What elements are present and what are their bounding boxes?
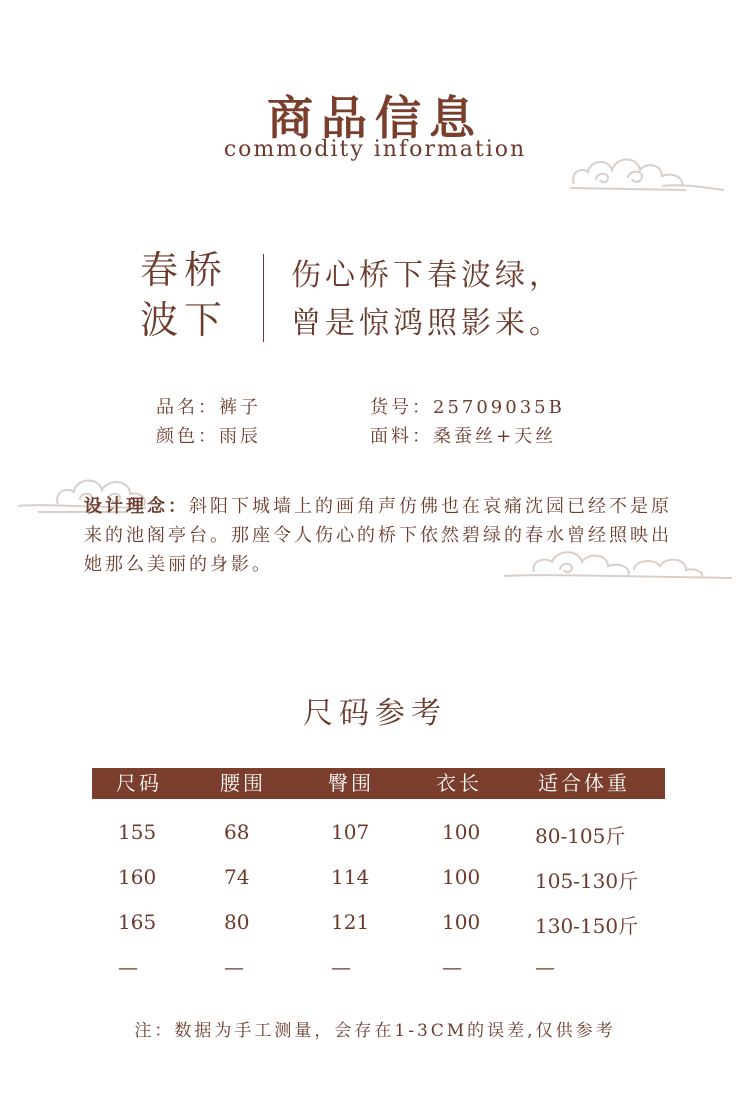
table-cell: 160: [118, 865, 157, 889]
info-color: [156, 422, 261, 448]
table-cell: —: [224, 955, 244, 979]
table-cell: —: [535, 955, 555, 979]
page-title: 商品信息: [267, 91, 483, 145]
info-name-label: 品名：: [156, 397, 219, 418]
column-header-weight: 适合体重: [538, 771, 630, 795]
measurement-note: 注：数据为手工测量，会存在1-3CM的误差,仅供参考: [134, 1021, 616, 1041]
poem-left: [140, 245, 248, 345]
table-cell: —: [118, 955, 138, 979]
info-fabric-value: 桑蚕丝+天丝: [433, 426, 557, 447]
table-cell: 165: [118, 910, 157, 934]
table-cell: —: [331, 955, 351, 979]
column-header-waist: 腰围: [220, 771, 266, 795]
size-chart-title: 尺码参考: [303, 696, 447, 731]
table-cell: 155: [118, 820, 157, 844]
cloud-ornament-icon: [566, 146, 726, 198]
size-table-header: [92, 768, 665, 799]
table-cell: 100: [442, 910, 481, 934]
info-color-label: 颜色：: [156, 426, 219, 447]
poem-right: [291, 252, 591, 348]
info-name: [156, 393, 261, 419]
design-concept-label: 设计理念：: [84, 496, 189, 517]
info-sku-label: 货号：: [370, 397, 433, 418]
table-cell: 100: [442, 820, 481, 844]
info-color-value: 雨辰: [219, 426, 261, 447]
poem-left-line: 波下: [140, 298, 229, 342]
table-cell: 74: [224, 865, 250, 889]
design-concept-text: 斜阳下城墙上的画角声仿佛也在哀痛沈园已经不是原来的池阁亭台。那座令人伤心的桥下依然碧绿的春水曾经照映出她那么美丽的身影。: [84, 496, 672, 575]
design-concept: [84, 492, 674, 579]
info-sku-value: 25709035B: [433, 397, 565, 418]
table-cell: 130-150斤: [535, 914, 639, 938]
poem-divider: [263, 254, 264, 342]
column-header-length: 衣长: [436, 771, 482, 795]
table-cell: —: [442, 955, 462, 979]
table-cell: 114: [331, 865, 370, 889]
poem-left-line: 春桥: [140, 248, 229, 292]
poem-right-line: 曾是惊鸿照影来。: [291, 306, 563, 341]
info-fabric-label: 面料：: [370, 426, 433, 447]
info-fabric: [370, 422, 556, 448]
table-cell: 68: [224, 820, 250, 844]
info-sku: [370, 393, 565, 419]
table-cell: 107: [331, 820, 370, 844]
column-header-size: 尺码: [116, 771, 162, 795]
table-cell: 80-105斤: [535, 824, 626, 848]
page-subtitle: commodity information: [223, 137, 527, 162]
table-cell: 105-130斤: [535, 869, 639, 893]
table-cell: 121: [331, 910, 370, 934]
poem-right-line: 伤心桥下春波绿，: [291, 258, 563, 293]
table-cell: 100: [442, 865, 481, 889]
table-cell: 80: [224, 910, 250, 934]
column-header-hip: 臀围: [328, 771, 374, 795]
info-name-value: 裤子: [219, 397, 261, 418]
